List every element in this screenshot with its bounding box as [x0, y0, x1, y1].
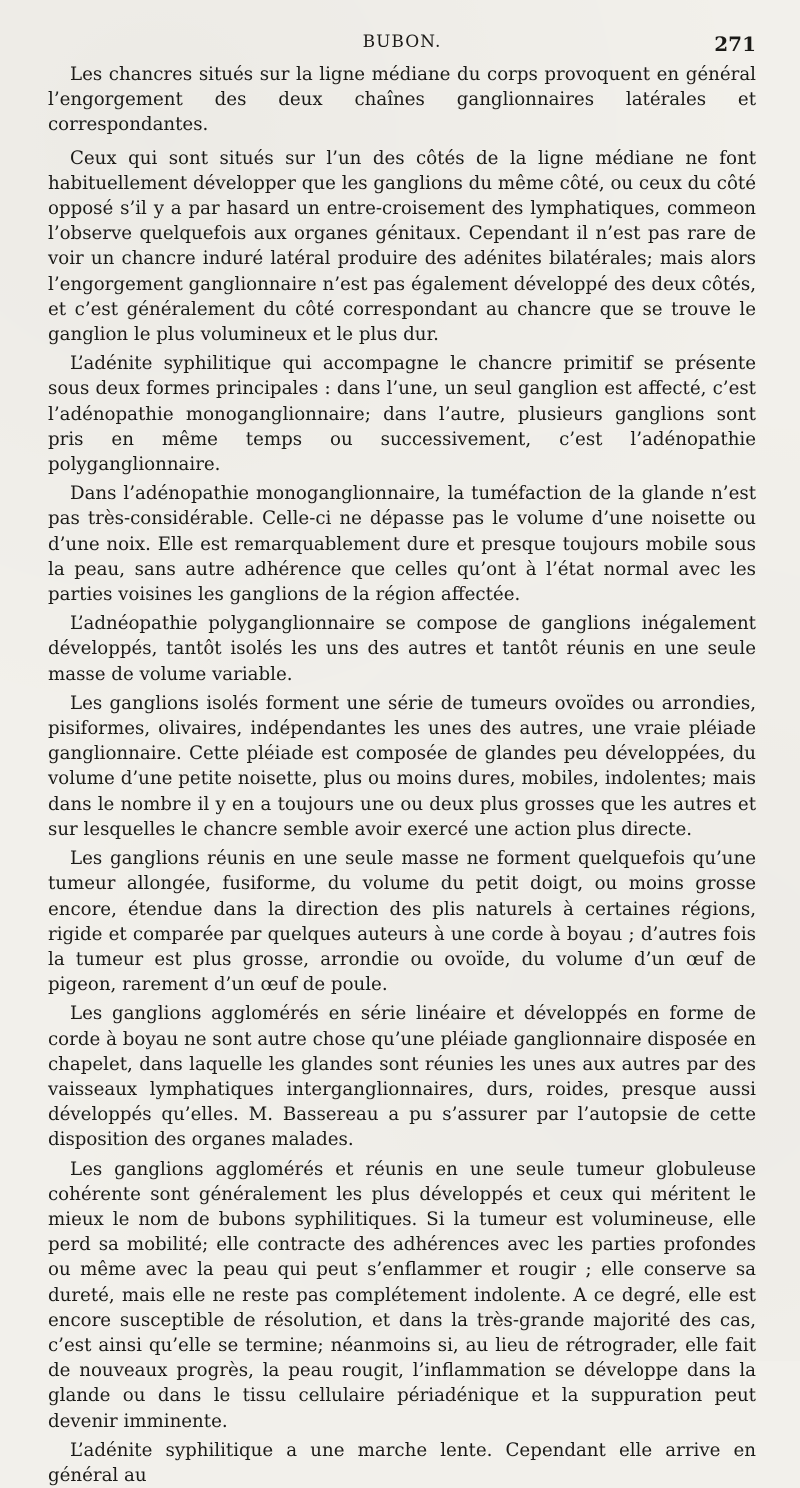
page-header	[48, 24, 756, 58]
paragraph-7: Les ganglions réunis en une seule masse ne forment quelquefois qu’une tumeur allongée, fusiforme, du volume du petit doigt, ou moins grosse encore, étendue dans la direction des plis naturels à certaines régions, rigide et comparée par quelques auteurs à une corde à boyau ; d’autres fois la tumeur est plus grosse, arrondie ou ovoïde, du volume d’un œuf de pigeon, rarement d’un œuf de poule.	[48, 848, 756, 996]
paragraph-6: Les ganglions isolés forment une série de tumeurs ovoïdes ou arrondies, pisiformes, olivaires, indépendantes les unes des autres, une vraie pléiade ganglionnaire. Cette pléiade est composée de glandes peu développées, du volume d’une petite noisette, plus ou moins dures, mobiles, indolentes; mais dans le nombre il y en a toujours une ou deux plus grosses que les autres et sur lesquelles le chancre semble avoir exercé une action plus directe.	[48, 692, 756, 840]
body-text	[48, 62, 756, 1488]
paragraph-3: L’adénite syphilitique qui accompagne le chancre primitif se présente sous deux formes principales : dans l’une, un seul ganglion est affecté, c’est l’adénopathie monoganglionnaire; dans l’autre, plusieurs ganglions sont pris en même temps ou successivement, c’est l’adénopathie polyganglionnaire.	[48, 353, 756, 476]
paragraph-1: Les chancres situés sur la ligne médiane du corps provoquent en général l’engorgement des deux chaînes ganglionnaires latérales et correspondantes.	[48, 64, 756, 136]
paragraph-10: L’adénite syphilitique a une marche lente. Cependant elle arrive en général au	[48, 1439, 756, 1486]
paragraph-5: L’adnéopathie polyganglionnaire se compose de ganglions inégalement développés, tantôt isolés les uns des autres et tantôt réunis en une seule masse de volume variable.	[48, 613, 756, 685]
running-title: BUBON.	[362, 32, 442, 52]
page-number: 271	[714, 32, 756, 56]
paragraph-8: Les ganglions agglomérés en série linéaire et développés en forme de corde à boyau ne sont autre chose qu’une pléiade ganglionnaire disposée en chapelet, dans laquelle les glandes sont réunies les unes aux autres par des vaisseaux lymphatiques interganglionnaires, durs, roides, presque aussi développés qu’elles. M. Bassereau a pu s’assurer par l’autopsie de cette disposition des organes malades.	[48, 1003, 756, 1151]
paragraph-2: Ceux qui sont situés sur l’un des côtés de la ligne médiane ne font habituellement développer que les ganglions du même côté, ou ceux du côté opposé s’il y a par hasard un entre-croisement des lymphatiques, commeon l’observe quelquefois aux organes génitaux. Cependant il n’est pas rare de voir un chancre induré latéral produire des adénites bilatérales; mais alors l’engorgement ganglionnaire n’est pas également développé des deux côtés, et c’est généralement du côté correspondant au chancre que se trouve le ganglion le plus volumineux et le plus dur.	[48, 147, 756, 346]
paragraph-4: Dans l’adénopathie monoganglionnaire, la tuméfaction de la glande n’est pas très-considérable. Celle-ci ne dépasse pas le volume d’une noisette ou d’une noix. Elle est remarquablement dure et presque toujours mobile sous la peau, sans autre adhérence que celles qu’ont à l’état normal avec les parties voisines les ganglions de la région affectée.	[48, 483, 756, 606]
paragraph-9: Les ganglions agglomérés et réunis en une seule tumeur globuleuse cohérente sont généralement les plus développés et ceux qui méritent le mieux le nom de bubons syphilitiques. Si la tumeur est volumineuse, elle perd sa mobilité; elle contracte des adhérences avec les parties profondes ou même avec la peau qui peut s’enflammer et rougir ; elle conserve sa dureté, mais elle ne reste pas complétement indolente. A ce degré, elle est encore susceptible de résolution, et dans la très-grande majorité des cas, c’est ainsi qu’elle se termine; néanmoins si, au lieu de rétrograder, elle fait de nouveaux progrès, la peau rougit, l’inflammation se développe dans la glande ou dans le tissu cellulaire périadénique et la suppuration peut devenir imminente.	[48, 1158, 756, 1432]
